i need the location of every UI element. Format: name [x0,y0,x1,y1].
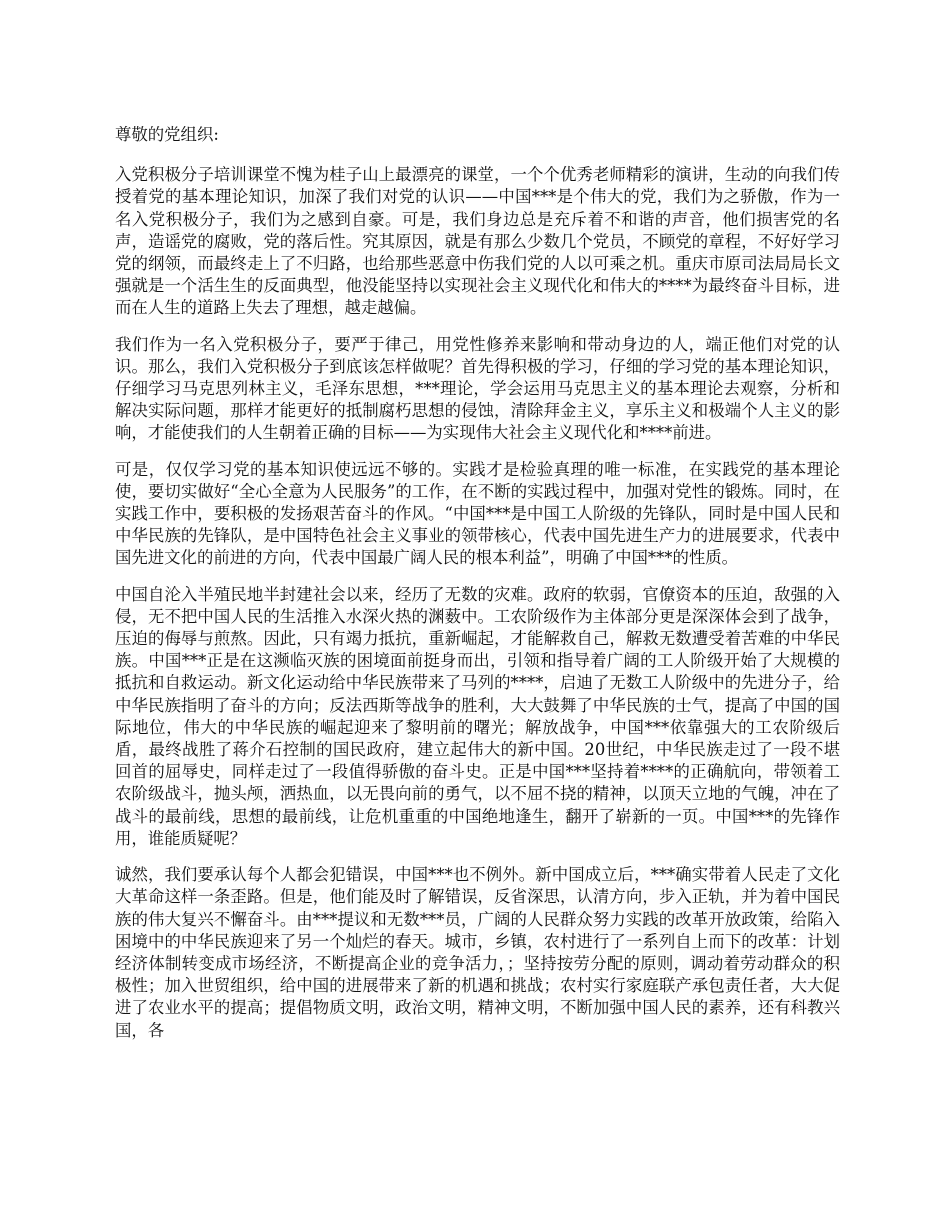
paragraph-5: 诚然，我们要承认每个人都会犯错误，中国***也不例外。新中国成立后，***确实带着人民走了文化大革命这样一条歪路。但是，他们能及时了解错误，反省深思，认清方向，步入正轨，并为着中国民族的伟大复兴不懈奋斗。由***提议和无数***员，广阔的人民群众努力实践的改革开放政策，给陷入困境中的中华民族迎来了另一个灿烂的春天。城市，乡镇，农村进行了一系列自上而下的改革：计划经济体制转变成市场经济，不断提高企业的竞争活力，；坚持按劳分配的原则，调动着劳动群众的积极性；加入世贸组织，给中国的进展带来了新的机遇和挑战；农村实行家庭联产承包责任者，大大促进了农业水平的提高；提倡物质文明，政治文明，精神文明，不断加强中国人民的素养，还有科教兴国，各 [115,865,840,1040]
paragraph-1: 入党积极分子培训课堂不愧为桂子山上最漂亮的课堂，一个个优秀老师精彩的演讲，生动的向我们传授着党的基本理论知识，加深了我们对党的认识——中国***是个伟大的党，我们为之骄傲，作为一名入党积极分子，我们为之感到自豪。可是，我们身边总是充斥着不和谐的声音，他们损害党的名声，造谣党的腐败，党的落后性。究其原因，就是有那么少数几个党员，不顾党的章程，不好好学习党的纲领，而最终走上了不归路，也给那些恶意中伤我们党的人以可乘之机。重庆市原司法局局长文强就是一个活生生的反面典型，他没能坚持以实现社会主义现代化和伟大的****为最终奋斗目标，进而在人生的道路上失去了理想，越走越偏。 [115,165,840,318]
document-page [115,124,840,1056]
paragraph-2: 我们作为一名入党积极分子，要严于律己，用党性修养来影响和带动身边的人，端正他们对党的认识。那么，我们入党积极分子到底该怎样做呢？首先得积极的学习，仔细的学习党的基本理论知识，仔细学习马克思列林主义，毛泽东思想，***理论，学会运用马克思主义的基本理论去观察，分析和解决实际问题，那样才能更好的抵制腐朽思想的侵蚀，清除拜金主义，享乐主义和极端个人主义的影响，才能使我们的人生朝着正确的目标——为实现伟大社会主义现代化和****前进。 [115,334,840,443]
paragraph-4: 中国自沦入半殖民地半封建社会以来，经历了无数的灾难。政府的软弱，官僚资本的压迫，敌强的入侵，无不把中国人民的生活推入水深火热的渊薮中。工农阶级作为主体部分更是深深体会到了战争，压迫的侮辱与煎熬。因此，只有竭力抵抗，重新崛起，才能解救自己，解救无数遭受着苦难的中华民族。中国***正是在这濒临灭族的困境面前挺身而出，引领和指导着广阔的工人阶级开始了大规模的抵抗和自救运动。新文化运动给中华民族带来了马列的****，启迪了无数工人阶级中的先进分子，给中华民族指明了奋斗的方向；反法西斯等战争的胜利，大大鼓舞了中华民族的士气，提高了中国的国际地位，伟大的中华民族的崛起迎来了黎明前的曙光；解放战争，中国***依靠强大的工农阶级后盾，最终战胜了蒋介石控制的国民政府，建立起伟大的新中国。20世纪，中华民族走过了一段不堪回首的屈辱史，同样走过了一段值得骄傲的奋斗史。正是中国***坚持着****的正确航向，带领着工农阶级战斗，抛头颅，洒热血，以无畏向前的勇气，以不屈不挠的精神，以顶天立地的气魄，冲在了战斗的最前线，思想的最前线，让危机重重的中国绝地逢生，翻开了崭新的一页。中国***的先锋作用，谁能质疑呢？ [115,584,840,848]
paragraph-3: 可是，仅仅学习党的基本知识使远远不够的。实践才是检验真理的唯一标准，在实践党的基本理论使，要切实做好“全心全意为人民服务”的工作，在不断的实践过程中，加强对党性的锻炼。同时，在实践工作中，要积极的发扬艰苦奋斗的作风。“中国***是中国工人阶级的先锋队，同时是中国人民和中华民族的先锋队，是中国特色社会主义事业的领带核心，代表中国先进生产力的进展要求，代表中国先进文化的前进的方向，代表中国最广阔人民的根本利益”，明确了中国***的性质。 [115,459,840,568]
salutation: 尊敬的党组织: [115,125,219,144]
